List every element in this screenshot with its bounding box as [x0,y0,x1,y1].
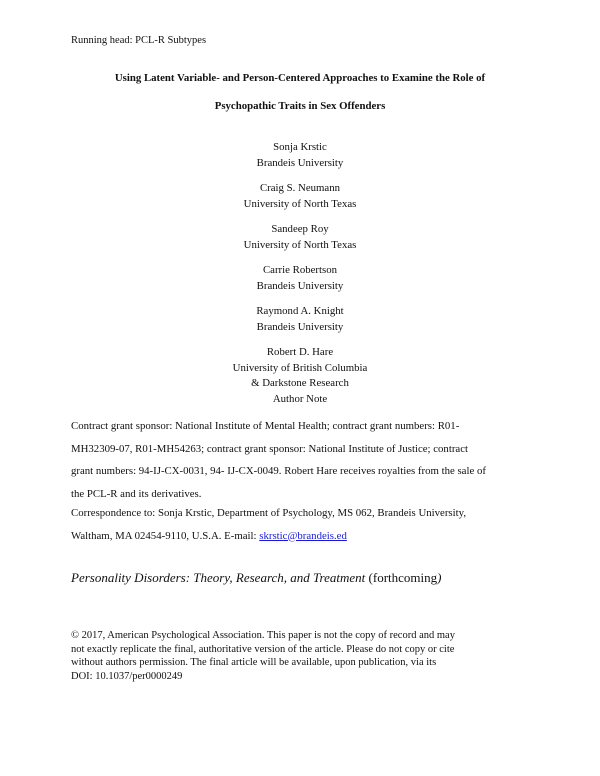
author-name: Sandeep Roy [271,223,329,235]
author-block [100,263,500,294]
correspondence-address: Waltham, MA 02454-9110, U.S.A. E-mail: [71,529,260,542]
correspondence-line-2 [71,525,531,548]
author-note-heading: Author Note [272,393,328,405]
author-affiliation: University of British Columbia [232,361,368,374]
email-link[interactable]: skrstic@brandeis.ed [259,529,347,542]
title-line-2: Psychopathic Traits in Sex Offenders [214,100,386,112]
grant-paragraph [71,415,531,505]
author-affiliation: University of North Texas [243,238,357,251]
author-list [100,140,500,402]
copyright-line: © 2017, American Psychological Association. This paper is not the copy of record and may [71,630,455,641]
correspondence-line: Correspondence to: Sonja Krstic, Department of Psychology, MS 062, Brandeis University, [71,507,467,519]
author-block [100,140,500,171]
title-line-1: Using Latent Variable- and Person-Centered Approaches to Examine the Role of [114,72,486,84]
author-block [100,304,500,335]
journal-close: ) [437,570,442,585]
grant-line: Contract grant sponsor: National Institute of Mental Health; contract grant numbers: R01- [71,420,460,432]
author-affiliation: University of North Texas [243,197,357,210]
copyright-line: without authors permission. The final article will be available, upon publication, via its [71,657,437,668]
author-affiliation: Brandeis University [256,320,344,333]
author-name: Robert D. Hare [266,346,334,358]
doi-line: DOI: 10.1037/per0000249 [71,670,183,682]
author-name: Craig S. Neumann [259,182,341,194]
copyright-line: not exactly replicate the final, authoritative version of the article. Please do not copy or cite [71,643,455,655]
author-block [100,345,500,392]
author-block [100,222,500,253]
grant-line: grant numbers: 94-IJ-CX-0031, 94- IJ-CX-0049. Robert Hare receives royalties from the sale of [71,465,486,478]
author-name: Carrie Robertson [262,264,338,276]
running-head: Running head: PCL-R Subtypes [71,35,207,46]
grant-line: MH32309-07, R01-MH54263; contract grant sponsor: National Institute of Justice; contract [71,442,469,455]
correspondence-paragraph [71,502,531,547]
journal-status: (forthcoming [368,570,438,585]
journal-name: Personality Disorders: Theory, Research, and Treatment [71,570,366,585]
author-affiliation-secondary: & Darkstone Research [251,377,349,389]
author-block [100,181,500,212]
journal-line [71,570,441,586]
author-affiliation: Brandeis University [256,156,344,169]
grant-line: the PCL-R and its derivatives. [71,487,202,500]
copyright-notice [71,629,455,683]
author-name: Raymond A. Knight [256,305,344,317]
author-affiliation: Brandeis University [256,279,344,292]
author-name: Sonja Krstic [273,141,327,153]
